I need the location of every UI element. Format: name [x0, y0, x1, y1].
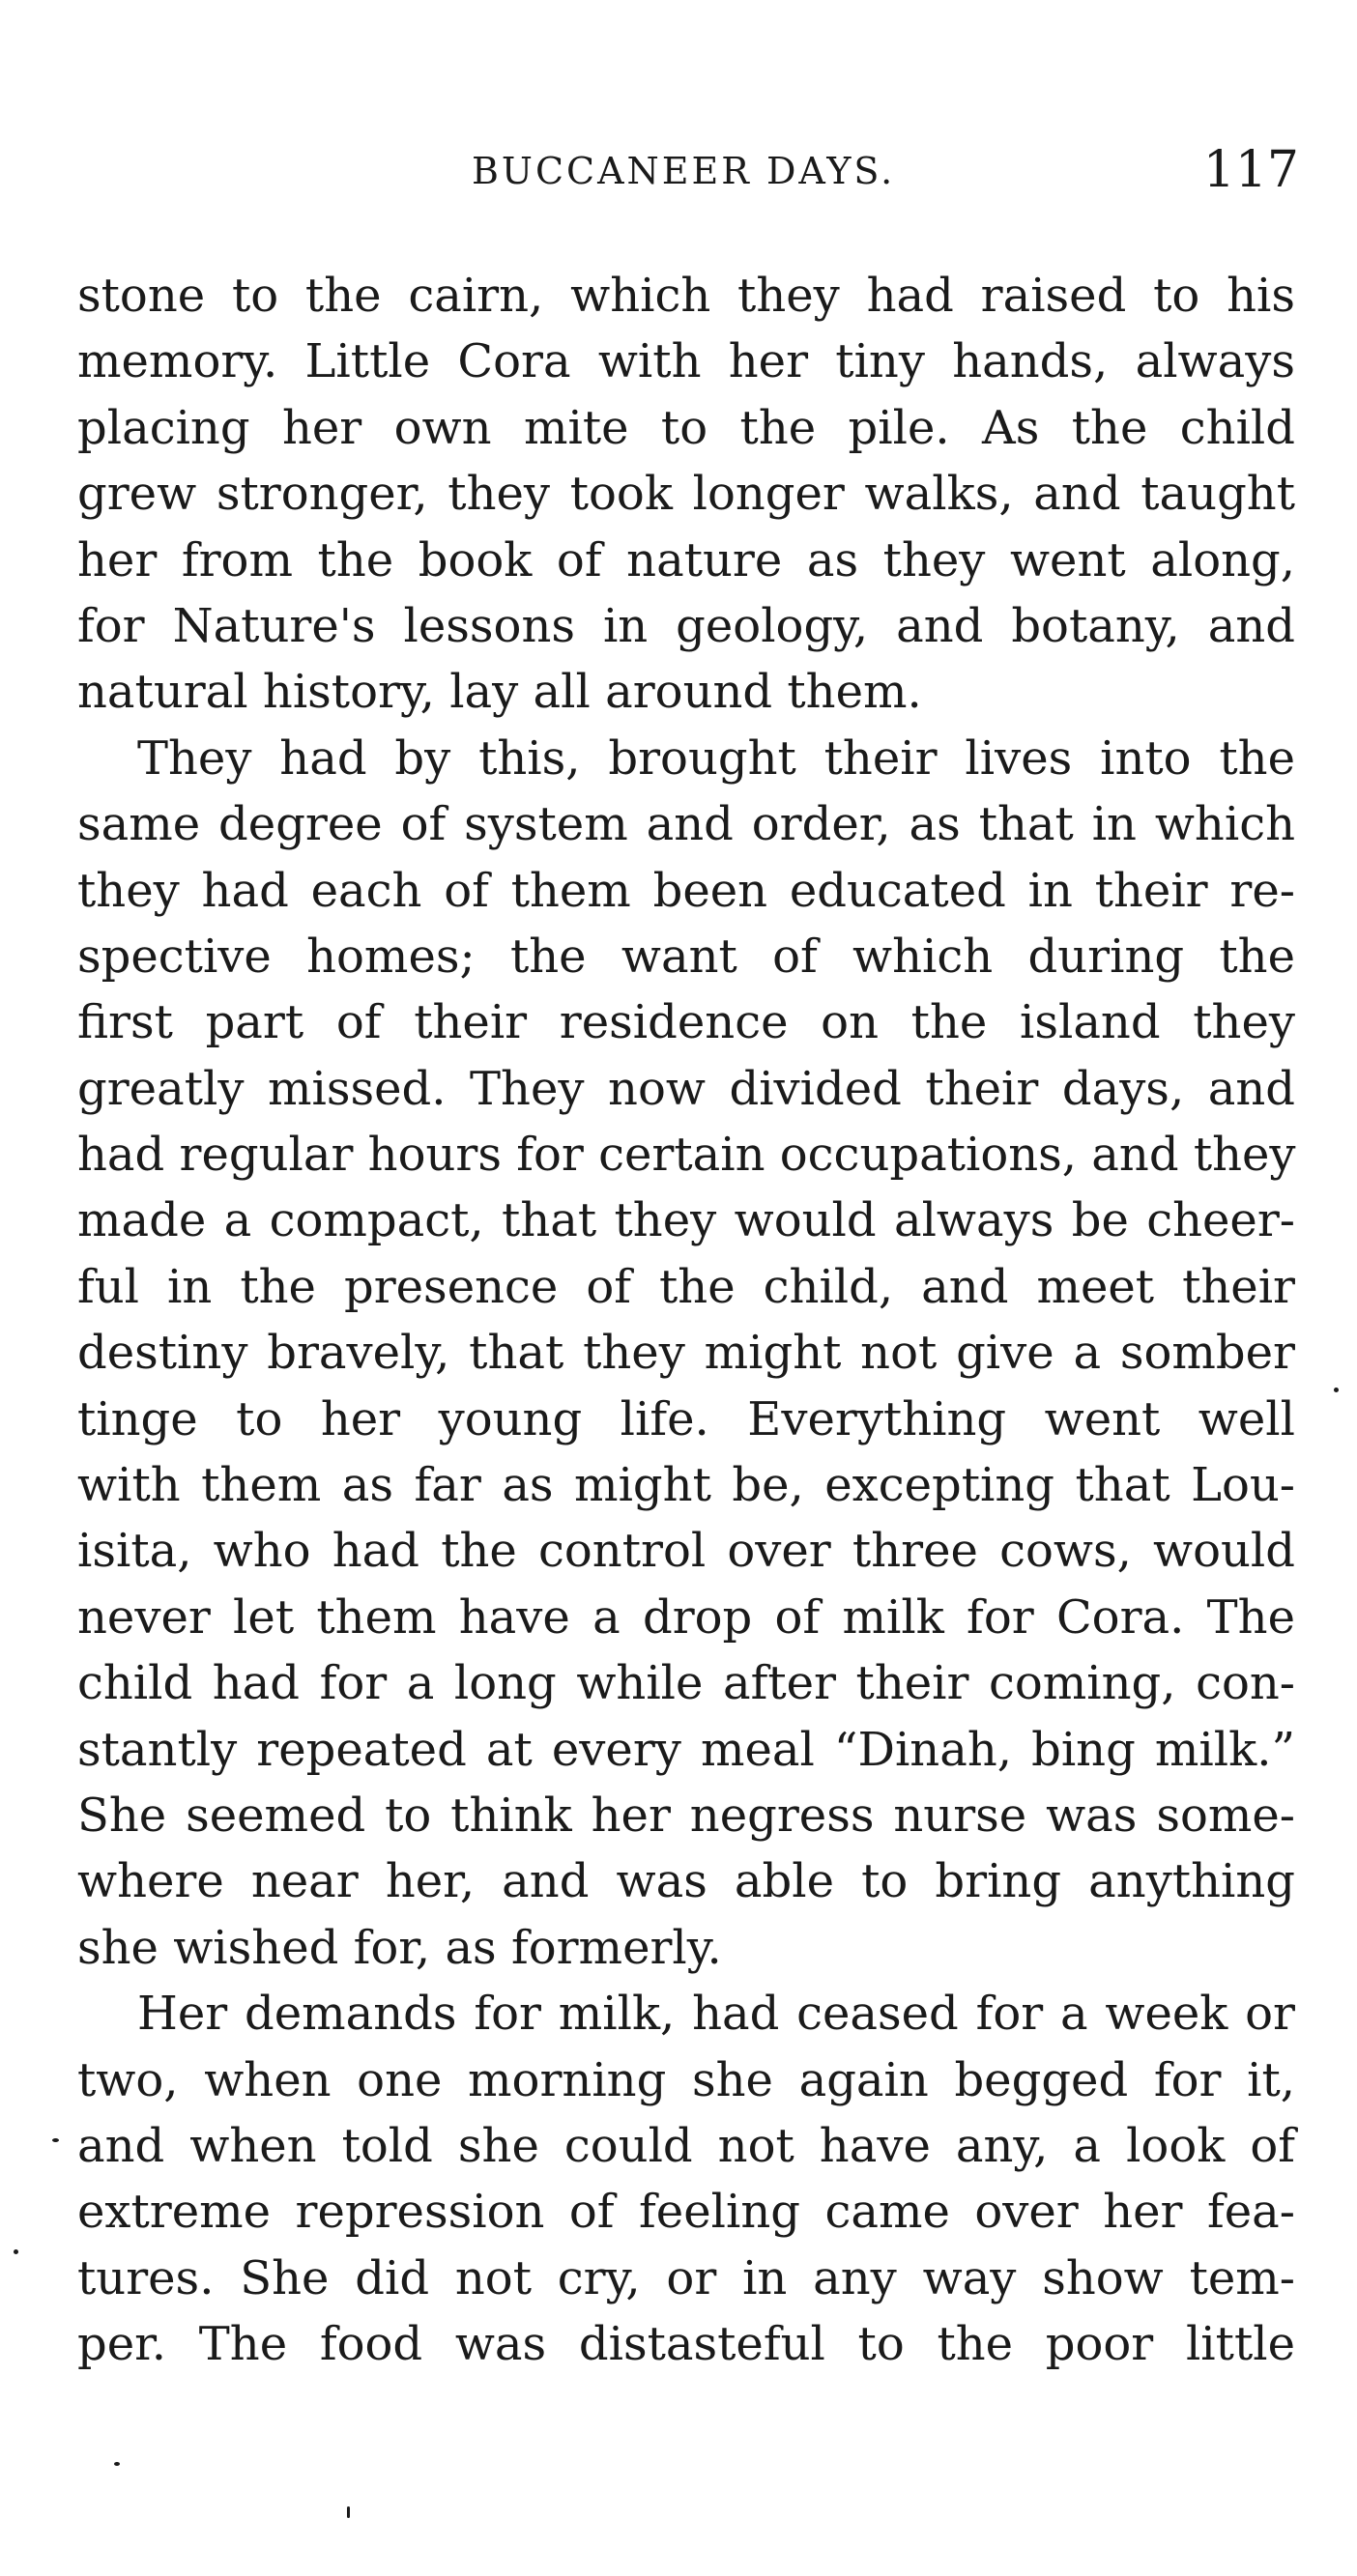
text-line: stone to the cairn, which they had raised to his: [77, 269, 1295, 323]
text-line: they had each of them been educated in their re-: [77, 863, 1295, 918]
text-line: memory. Little Cora with her tiny hands, always: [77, 334, 1295, 389]
ink-speck: [114, 2462, 120, 2466]
ink-speck: [52, 2138, 59, 2142]
text-line: isita, who had the control over three cows, would: [77, 1524, 1295, 1579]
text-line: where near her, and was able to bring anything: [77, 1854, 1295, 1909]
text-line: destiny bravely, that they might not give a somber: [77, 1326, 1295, 1381]
text-line: spective homes; the want of which during the: [77, 929, 1295, 984]
text-line: for Nature's lessons in geology, and botany, and: [77, 598, 1295, 653]
text-line: per. The food was distasteful to the poor little: [77, 2317, 1295, 2372]
text-line: two, when one morning she again begged for it,: [77, 2052, 1295, 2107]
text-line: Her demands for milk, had ceased for a week or: [137, 1987, 1295, 2042]
text-line: tures. She did not cry, or in any way show tem-: [77, 2250, 1295, 2305]
text-line: child had for a long while after their coming, con-: [77, 1656, 1295, 1711]
text-line: made a compact, that they would always be cheer-: [77, 1193, 1295, 1248]
text-line: tinge to her young life. Everything went well: [77, 1391, 1295, 1446]
running-title: BUCCANEER DAYS.: [472, 150, 896, 192]
text-line: and when told she could not have any, a look of: [77, 2118, 1295, 2173]
text-line: had regular hours for certain occupations, and they: [77, 1128, 1296, 1183]
page-number: 117: [1202, 141, 1299, 199]
paragraph-1: [77, 263, 1295, 726]
body-text: [77, 263, 1295, 2378]
text-line: extreme repression of feeling came over her fea-: [77, 2185, 1295, 2240]
text-line: she wished for, as formerly.: [77, 1920, 722, 1975]
ink-speck: [14, 2249, 18, 2254]
text-line: ful in the presence of the child, and meet their: [77, 1259, 1295, 1314]
paragraph-3: [77, 1981, 1295, 2377]
text-line: her from the book of nature as they went along,: [77, 532, 1295, 587]
text-line: grew stronger, they took longer walks, and taught: [77, 467, 1295, 522]
paragraph-2: [77, 726, 1295, 1981]
text-line: placing her own mite to the pile. As the child: [77, 400, 1295, 455]
ink-speck: [347, 2506, 350, 2518]
text-line: first part of their residence on the island they: [77, 995, 1295, 1050]
text-line: They had by this, brought their lives into the: [137, 730, 1295, 786]
text-line: natural history, lay all around them.: [77, 665, 922, 720]
text-line: stantly repeated at every meal “Dinah, bing milk.”: [77, 1722, 1295, 1777]
text-line: never let them have a drop of milk for Cora. The: [77, 1589, 1295, 1645]
text-line: same degree of system and order, as that in which: [77, 797, 1295, 852]
text-line: with them as far as might be, excepting that Lou-: [77, 1458, 1295, 1513]
text-line: She seemed to think her negress nurse was some-: [77, 1788, 1295, 1843]
ink-speck: [1334, 1388, 1339, 1392]
text-line: greatly missed. They now divided their days, and: [77, 1061, 1295, 1116]
